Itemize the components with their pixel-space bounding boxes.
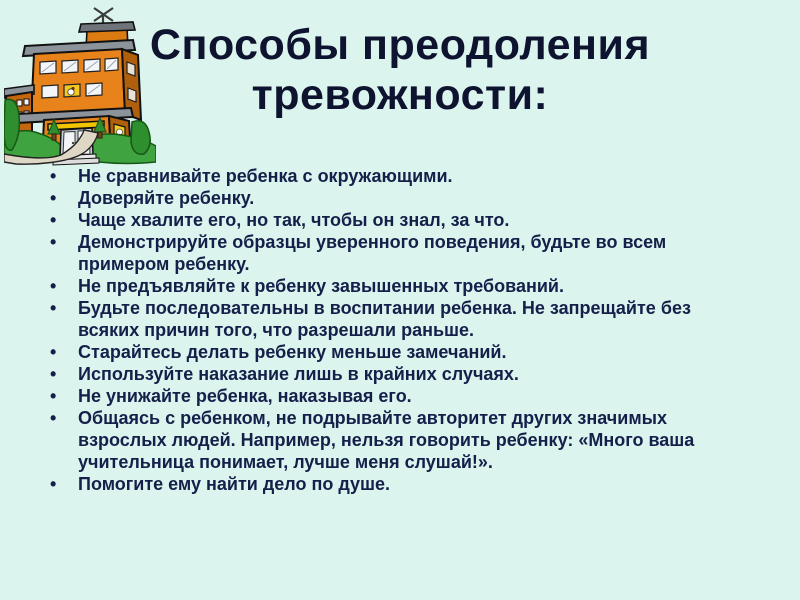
slide-title-line1: Способы преодоления (149, 21, 651, 69)
bullet-list (48, 165, 745, 495)
slide-body (48, 165, 748, 495)
bullet-item: • Доверяйте ребенку. (48, 187, 715, 209)
bullet-item: • Не унижайте ребенка, наказывая его. (48, 385, 715, 407)
slide-title-line2: тревожности: (251, 71, 549, 119)
bullet-item: • Общаясь с ребенком, не подрывайте авторитет других значимых взрослых людей. Например, нельзя говорить ребенку: «Много ваша учительница понимает, лучше меня слушай!». (48, 407, 715, 473)
bullet-item: • Чаще хвалите его, но так, чтобы он знал, за что. (48, 209, 715, 231)
bullet-item: • Используйте наказание лишь в крайних случаях. (48, 363, 715, 385)
slide-title (0, 20, 800, 120)
bullet-item: • Будьте последовательны в воспитании ребенка. Не запрещайте без всяких причин того, что разрешали раньше. (48, 297, 715, 341)
bullet-item: • Помогите ему найти дело по душе. (48, 473, 715, 495)
bullet-item: • Демонстрируйте образцы уверенного поведения, будьте во всем примером ребенку. (48, 231, 715, 275)
bullet-item: • Не предъявляйте к ребенку завышенных требований. (48, 275, 715, 297)
bullet-item: • Не сравнивайте ребенка с окружающими. (48, 165, 715, 187)
bullet-item: • Старайтесь делать ребенку меньше замечаний. (48, 341, 715, 363)
